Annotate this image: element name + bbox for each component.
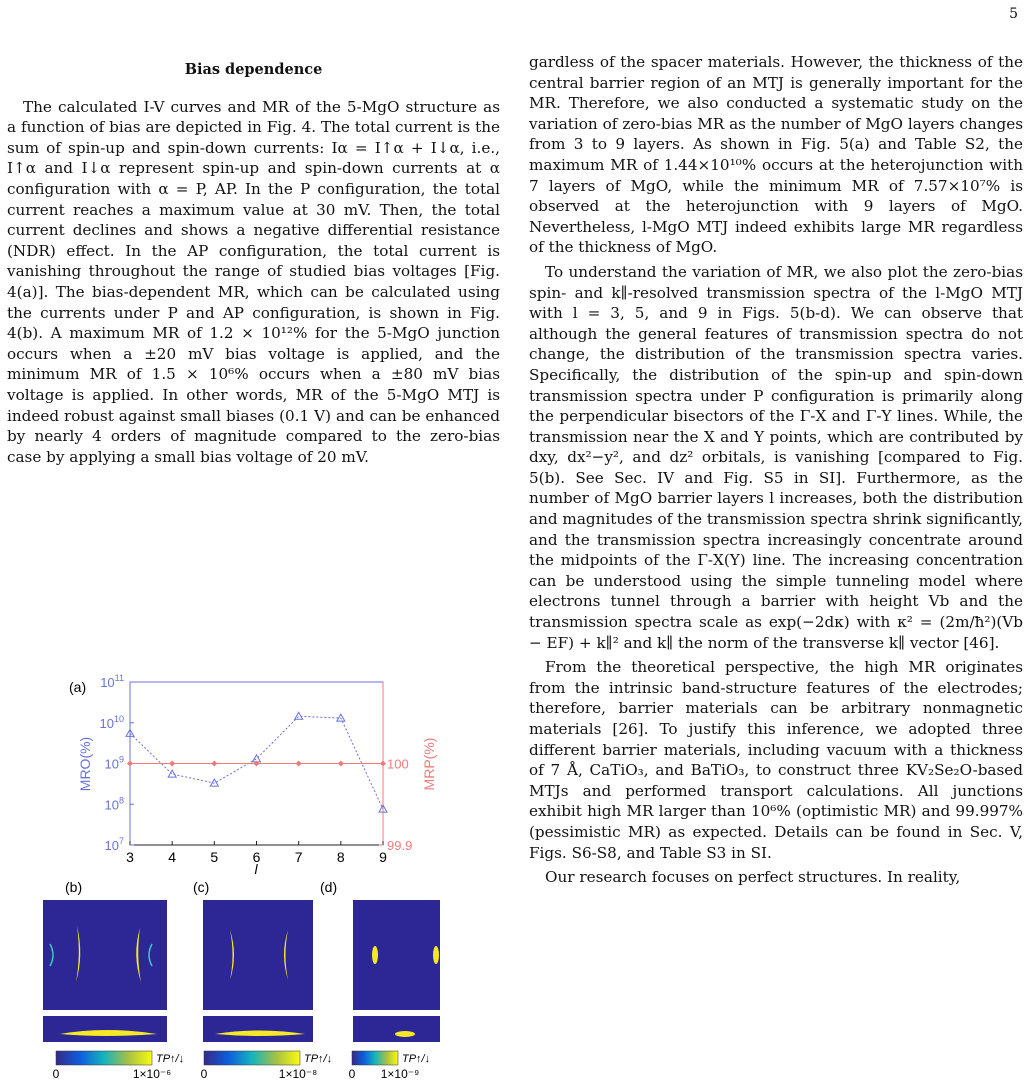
page-number: 5	[1009, 6, 1018, 22]
y-left-tick-label: $10^8$	[104, 795, 124, 813]
colorbar-c-label: TP↑/↓	[304, 1053, 333, 1065]
x-tick-label: 5	[210, 849, 219, 865]
colorbar-b-max: 1×10⁻⁶	[132, 1067, 172, 1081]
map-b-bottom	[43, 1016, 167, 1042]
colorbar-d-max: 1×10⁻⁹	[380, 1067, 420, 1081]
x-tick-label: 4	[168, 849, 177, 865]
colorbar-c	[204, 1051, 300, 1065]
mr-o-point	[295, 712, 303, 719]
map-c-top	[203, 900, 313, 1010]
mr-p-point	[380, 761, 386, 767]
paragraph-bias: The calculated I-V curves and MR of the 5-MgO structure as a function of bias are depicted in Fig. 4. The total current is the sum of spin-up and spin-down currents: Iα = I↑α + I↓α, i.e., I↑α and I↓α represent spin-up and spin-down currents at α configuration with α = P, AP. In the P configuration, the total current reaches a maximum value at 30 mV. Then, the total current declines and shows a negative differential resistance (NDR) effect. In the AP configuration, the total current is vanishing throughout the range of studied bias voltages [Fig. 4(a)]. The bias-dependent MR, which can be calculated using the currents under P and AP configuration, is shown in Fig. 4(b). A maximum MR of 1.2 × 10¹²% for the 5-MgO junction occurs when a ±20 mV bias voltage is applied, and the minimum MR of 1.5 × 10⁶% occurs when a ±80 mV bias voltage is applied. In other words, MR of the 5-MgO MTJ is indeed robust against small biases (0.1 V) and can be enhanced by nearly 4 orders of magnitude compared to the zero-bias case by applying a small bias voltage of 20 mV.	[7, 97, 500, 466]
paragraph-thickness: gardless of the spacer materials. However, the thickness of the central barrier region of an MTJ is generally important for the MR. Therefore, we also conducted a systematic study on the variation of zero-bias MR as the number of MgO layers changes from 3 to 9 layers. As shown in Fig. 5(a) and Table S2, the maximum MR of 1.44×10¹⁰% occurs at the heterojunction with 7 layers of MgO, while the minimum MR of 7.57×10⁷% is observed at the heterojunction with 9 layers of MgO. Nevertheless, l-MgO MTJ indeed exhibits large MR regardless of the thickness of MgO.	[529, 53, 1023, 257]
mr-p-point	[211, 761, 217, 767]
mr-p-point	[127, 761, 133, 767]
mr-p-point	[169, 761, 175, 767]
colorbar-c-min: 0	[200, 1067, 208, 1081]
y-right-tick-label: 99.9	[387, 838, 413, 853]
y-left-label: MRO(%)	[77, 736, 93, 792]
series-group	[126, 712, 387, 812]
colorbar-b-min: 0	[52, 1067, 60, 1081]
panel-b-maps	[43, 900, 167, 1042]
panel-c-label: (c)	[193, 879, 210, 895]
panel-b-label: (b)	[65, 879, 83, 895]
map-c-bottom	[203, 1016, 313, 1042]
panel-a-label: (a)	[69, 679, 87, 695]
x-tick-label: 9	[379, 849, 387, 865]
left-column	[7, 52, 500, 471]
map-d-top-spot	[433, 946, 439, 964]
map-d-bottom-spot	[395, 1031, 415, 1037]
y-left-tick-label: $10^9$	[104, 754, 124, 772]
paragraph-continued: Our research focuses on perfect structures. In reality,	[545, 868, 961, 887]
section-title: Bias dependence	[184, 61, 323, 78]
y-left-tick-label: $10^{10}$	[99, 713, 124, 731]
map-d-top	[353, 900, 440, 1010]
colorbar-c-max: 1×10⁻⁸	[278, 1067, 318, 1081]
mr-o-point	[168, 770, 176, 777]
panel-d-maps	[353, 900, 440, 1042]
colorbar-d-label: TP↑/↓	[402, 1053, 431, 1065]
colorbars	[53, 1051, 430, 1081]
x-tick-label: 3	[126, 849, 134, 865]
colorbar-d	[352, 1051, 398, 1065]
y-left-tick-label: $10^{11}$	[100, 673, 124, 690]
paragraph-barrier: From the theoretical perspective, the high MR originates from the intrinsic band-structure features of the electrodes; therefore, barrier materials can be arbitrary nonmagnetic materials [26]. To justify this inference, we adopted three different barrier materials, including vacuum with a thickness of 7 Å, CaTiO₃, and BaTiO₃, to construct three KV₂Se₂O-based MTJs and performed transport calculations. All junctions exhibit high MR larger than 10⁶% (optimistic MR) and 99.997% (pessimistic MR) as expected. Details can be found in Sec. V, Figs. S6-S8, and Table S3 in SI.	[529, 658, 1023, 862]
y-right-label: MRP(%)	[421, 737, 437, 791]
x-tick-label: 7	[294, 849, 303, 865]
y-right-tick-label: 100	[387, 756, 409, 772]
mr-p-point	[338, 761, 344, 767]
map-d-top-spot	[372, 946, 378, 964]
map-d-bottom	[353, 1016, 440, 1042]
y-right-ticks	[379, 757, 412, 854]
right-column	[529, 52, 1023, 892]
colorbar-d-min: 0	[348, 1067, 356, 1081]
panel-c-maps	[203, 900, 313, 1042]
x-tick-label: 6	[252, 849, 261, 865]
figure-svg	[52, 673, 440, 1084]
colorbar-b-label: TP↑/↓	[156, 1053, 185, 1065]
x-tick-label: 8	[336, 849, 345, 865]
x-axis-label: l	[254, 861, 258, 877]
paragraph-transmission: To understand the variation of MR, we also plot the zero-bias spin- and k∥-resolved transmission spectra of the l-MgO MTJ with l = 3, 5, and 9 in Figs. 5(b-d). We can observe that although the general features of transmission spectra do not change, the distribution of the transmission spectra varies. Specifically, the distribution of the spin-up and spin-down transmission spectra under P configuration is primarily along the perpendicular bisectors of the Γ-X and Γ-Y lines. While, the transmission near the X and Y points, which are contributed by dxy, dx²−y², and dz² orbitals, is vanishing [compared to Fig. 5(b). See Sec. IV and Fig. S5 in SI]. Furthermore, as the number of MgO barrier layers l increases, both the distribution and magnitudes of the transmission spectra shrink significantly, and the transmission spectra increasingly concentrate around the midpoints of the Γ-X(Y) line. The increasing concentration can be understood using the simple tunneling model where electrons tunnel through a barrier with height Vb and the transmission spectra scale as exp(−2dκ) with κ² = (2m/ħ²)(Vb − EF) + k∥² and k∥ the norm of the transverse k∥ vector [46].	[529, 262, 1023, 652]
y-left-tick-label: $10^7$	[104, 836, 124, 853]
figure-5	[52, 673, 440, 1084]
mr-p-point	[296, 761, 302, 767]
panel-d-label: (d)	[320, 879, 338, 895]
colorbar-b	[56, 1051, 152, 1065]
